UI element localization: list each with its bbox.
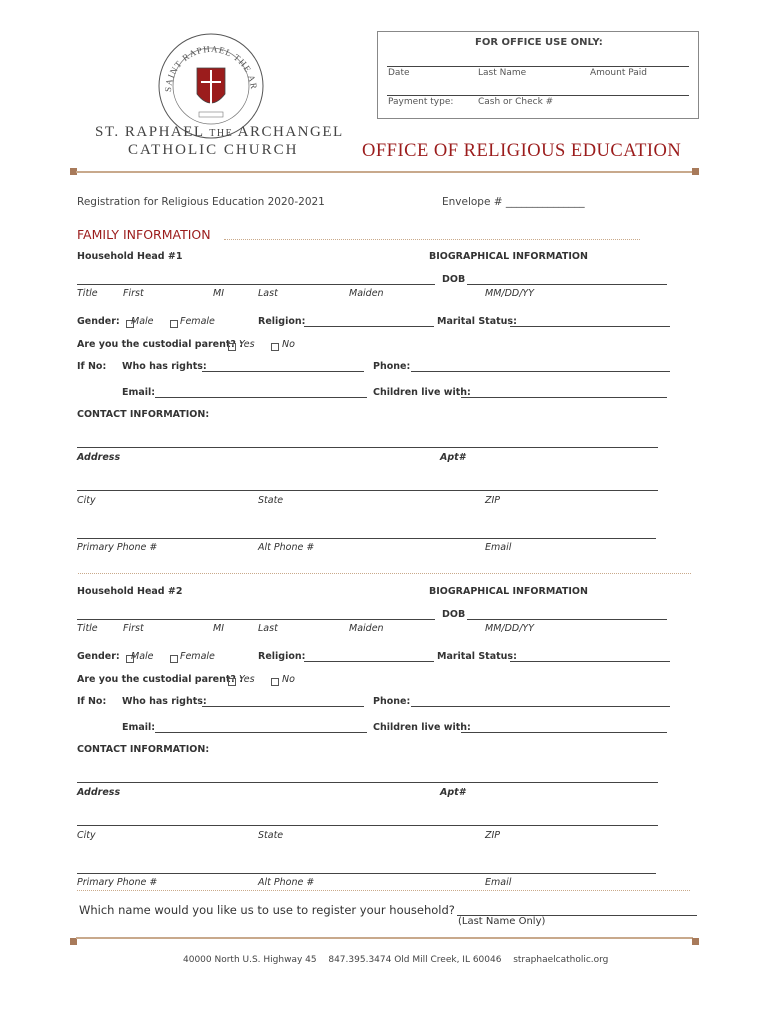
footer-city: Old Mill Creek, IL 60046 [394, 955, 502, 965]
office-date-line[interactable] [387, 66, 689, 67]
name-line[interactable] [77, 619, 435, 620]
name-first-sublabel: First [123, 288, 144, 299]
who-has-rights-line[interactable] [202, 706, 364, 707]
custodial-yes-checkbox[interactable] [228, 678, 236, 686]
seal-text: SAINT RAPHAEL THE AR [162, 43, 260, 93]
phone-email-line[interactable] [77, 873, 656, 874]
biographical-info-label: BIOGRAPHICAL INFORMATION [429, 586, 588, 597]
who-has-rights-label: Who has rights: [122, 361, 207, 372]
gold-bar-bottom-right [692, 938, 699, 945]
state-sublabel: State [258, 830, 284, 841]
marital-status-label: Marital Status: [437, 316, 517, 327]
who-has-rights-line[interactable] [202, 371, 364, 372]
family-info-dots [224, 239, 640, 240]
office-amount-label: Amount Paid [590, 68, 647, 78]
address-sublabel: Address [77, 452, 121, 463]
primary-phone-sublabel: Primary Phone # [77, 542, 158, 553]
email-line[interactable] [155, 732, 367, 733]
footer-divider [76, 937, 693, 939]
primary-phone-sublabel: Primary Phone # [77, 877, 158, 888]
name-maiden-sublabel: Maiden [349, 288, 384, 299]
office-title: OFFICE OF RELIGIOUS EDUCATION [362, 141, 682, 161]
city-line[interactable] [77, 490, 658, 491]
name-title-sublabel: Title [77, 288, 98, 299]
phone-email-line[interactable] [77, 538, 656, 539]
church-name-the: THE [209, 128, 234, 139]
contact-info-label: CONTACT INFORMATION: [77, 744, 210, 755]
custodial-yes-label: Yes [239, 339, 255, 350]
alt-phone-sublabel: Alt Phone # [258, 877, 315, 888]
household-head-title: Household Head #2 [77, 586, 183, 597]
custodial-no-checkbox[interactable] [271, 678, 279, 686]
female-label: Female [180, 651, 215, 662]
custodial-parent-label: Are you the custodial parent? : [77, 674, 244, 685]
if-no-label: If No: [77, 696, 107, 707]
phone-label: Phone: [373, 696, 411, 707]
office-payment-label: Payment type: [388, 97, 454, 107]
gold-bar-end-right [692, 168, 699, 175]
email-label: Email: [122, 387, 156, 398]
custodial-no-label: No [282, 339, 295, 350]
phone-line[interactable] [411, 706, 670, 707]
custodial-parent-label: Are you the custodial parent? : [77, 339, 244, 350]
dob-line[interactable] [467, 619, 667, 620]
last-name-only: (Last Name Only) [458, 916, 546, 927]
email-label: Email: [122, 722, 156, 733]
gender-label: Gender: [77, 651, 120, 662]
religion-line[interactable] [304, 661, 434, 662]
custodial-yes-label: Yes [239, 674, 255, 685]
city-line[interactable] [77, 825, 658, 826]
zip-sublabel: ZIP [485, 495, 501, 506]
email-sublabel: Email [485, 877, 512, 888]
female-label: Female [180, 316, 215, 327]
gender-label: Gender: [77, 316, 120, 327]
address-line[interactable] [77, 447, 658, 448]
custodial-no-label: No [282, 674, 295, 685]
email-sublabel: Email [485, 542, 512, 553]
church-name-line1 [95, 124, 344, 141]
name-line[interactable] [77, 284, 435, 285]
custodial-yes-checkbox[interactable] [228, 343, 236, 351]
office-payment-line[interactable] [387, 95, 689, 96]
office-lastname-label: Last Name [478, 68, 527, 78]
name-first-sublabel: First [123, 623, 144, 634]
children-live-with-line[interactable] [461, 732, 667, 733]
bottom-separator [77, 890, 690, 891]
marital-status-label: Marital Status: [437, 651, 517, 662]
envelope-field[interactable]: Envelope # _______________ [442, 196, 585, 208]
children-live-with-label: Children live with: [373, 722, 471, 733]
dob-label: DOB [442, 274, 466, 285]
church-name-part2: ARCHANGEL [237, 124, 344, 140]
dob-label: DOB [442, 609, 466, 620]
name-title-sublabel: Title [77, 623, 98, 634]
city-sublabel: City [77, 830, 96, 841]
footer-phone: 847.395.3474 [328, 955, 392, 965]
office-use-title: FOR OFFICE USE ONLY: [475, 37, 603, 48]
address-line[interactable] [77, 782, 658, 783]
footer [183, 955, 608, 965]
state-sublabel: State [258, 495, 284, 506]
city-sublabel: City [77, 495, 96, 506]
section-separator [78, 573, 691, 574]
dob-date-sublabel: MM/DD/YY [485, 288, 535, 299]
office-date-label: Date [388, 68, 410, 78]
children-live-with-label: Children live with: [373, 387, 471, 398]
religion-line[interactable] [304, 326, 434, 327]
zip-sublabel: ZIP [485, 830, 501, 841]
family-info-heading: FAMILY INFORMATION [77, 227, 211, 242]
name-last-sublabel: Last [258, 288, 278, 299]
children-live-with-line[interactable] [461, 397, 667, 398]
name-last-sublabel: Last [258, 623, 278, 634]
dob-line[interactable] [467, 284, 667, 285]
household-head-title: Household Head #1 [77, 251, 183, 262]
religion-label: Religion: [258, 651, 306, 662]
marital-status-line[interactable] [510, 326, 670, 327]
name-maiden-sublabel: Maiden [349, 623, 384, 634]
dob-date-sublabel: MM/DD/YY [485, 623, 535, 634]
biographical-info-label: BIOGRAPHICAL INFORMATION [429, 251, 588, 262]
gold-bar-bottom-left [70, 938, 77, 945]
name-mi-sublabel: MI [213, 288, 224, 299]
name-mi-sublabel: MI [213, 623, 224, 634]
female-checkbox[interactable] [170, 655, 178, 663]
footer-address: 40000 North U.S. Highway 45 [183, 955, 317, 965]
office-cash-label: Cash or Check # [478, 97, 554, 107]
alt-phone-sublabel: Alt Phone # [258, 542, 315, 553]
email-line[interactable] [155, 397, 367, 398]
register-question: Which name would you like us to use to register your household? [79, 903, 455, 917]
phone-line[interactable] [411, 371, 670, 372]
female-checkbox[interactable] [170, 320, 178, 328]
church-name-part1: ST. RAPHAEL [95, 124, 205, 140]
male-label: Male [131, 651, 154, 662]
apt-sublabel: Apt# [440, 452, 466, 463]
male-label: Male [131, 316, 154, 327]
address-sublabel: Address [77, 787, 121, 798]
if-no-label: If No: [77, 361, 107, 372]
who-has-rights-label: Who has rights: [122, 696, 207, 707]
header-divider [76, 171, 693, 173]
church-name-line2: CATHOLIC CHURCH [128, 142, 299, 158]
custodial-no-checkbox[interactable] [271, 343, 279, 351]
phone-label: Phone: [373, 361, 411, 372]
marital-status-line[interactable] [510, 661, 670, 662]
footer-web[interactable]: straphaelcatholic.org [513, 955, 609, 965]
contact-info-label: CONTACT INFORMATION: [77, 409, 210, 420]
religion-label: Religion: [258, 316, 306, 327]
registration-title: Registration for Religious Education 2020-2021 [77, 196, 325, 208]
apt-sublabel: Apt# [440, 787, 466, 798]
